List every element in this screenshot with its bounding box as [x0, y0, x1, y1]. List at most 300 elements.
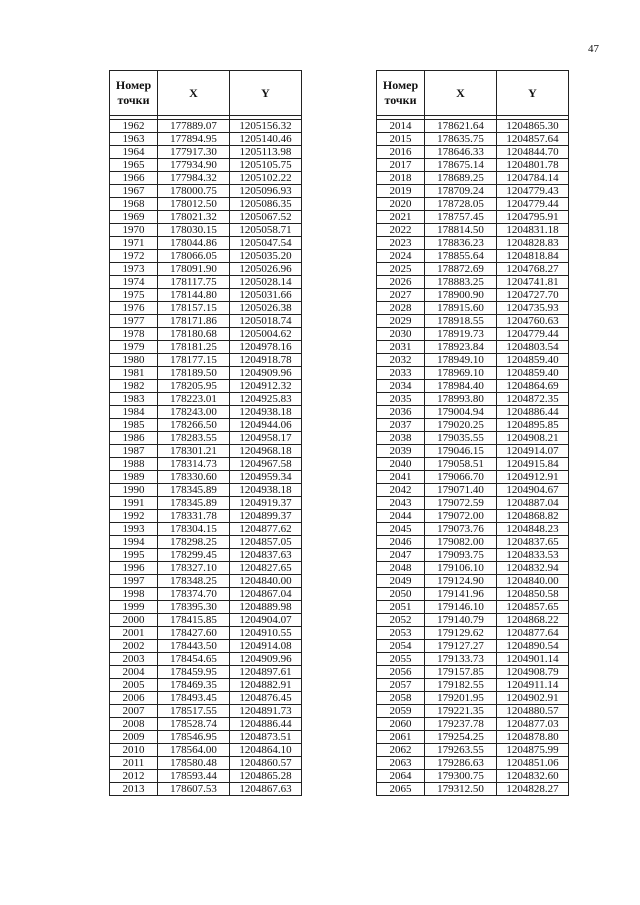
cell-y: 1205028.14: [230, 276, 302, 289]
cell-x: 179129.62: [425, 627, 497, 640]
cell-y: 1204901.14: [497, 653, 569, 666]
table-row: [377, 731, 569, 744]
table-row: [110, 601, 302, 614]
cell-x: 178117.75: [158, 276, 230, 289]
cell-x: 178728.05: [425, 198, 497, 211]
cell-y: 1204877.03: [497, 718, 569, 731]
cell-y: 1204857.05: [230, 536, 302, 549]
cell-x: 178304.15: [158, 523, 230, 536]
cell-point-number: 1971: [110, 237, 158, 250]
cell-x: 178348.25: [158, 575, 230, 588]
cell-point-number: 2014: [377, 120, 425, 133]
cell-x: 178918.55: [425, 315, 497, 328]
cell-y: 1205026.96: [230, 263, 302, 276]
table-row: [377, 315, 569, 328]
table-row: [110, 445, 302, 458]
table-row: [110, 367, 302, 380]
cell-y: 1204795.91: [497, 211, 569, 224]
cell-x: 179221.35: [425, 705, 497, 718]
table-row: [377, 575, 569, 588]
table-row: [377, 471, 569, 484]
cell-x: 179071.40: [425, 484, 497, 497]
cell-point-number: 2005: [110, 679, 158, 692]
table-row: [110, 120, 302, 133]
table-row: [110, 185, 302, 198]
cell-point-number: 2050: [377, 588, 425, 601]
cell-x: 178345.89: [158, 484, 230, 497]
cell-y: 1205102.22: [230, 172, 302, 185]
cell-point-number: 2006: [110, 692, 158, 705]
cell-x: 178266.50: [158, 419, 230, 432]
table-row: [377, 458, 569, 471]
cell-point-number: 2030: [377, 328, 425, 341]
cell-y: 1204909.96: [230, 653, 302, 666]
cell-y: 1204727.70: [497, 289, 569, 302]
table-row: [377, 562, 569, 575]
header-point-number: [377, 71, 425, 116]
table-row: [110, 315, 302, 328]
table-row: [377, 653, 569, 666]
cell-x: 179141.96: [425, 588, 497, 601]
cell-x: 179133.73: [425, 653, 497, 666]
cell-point-number: 1989: [110, 471, 158, 484]
cell-point-number: 2043: [377, 497, 425, 510]
cell-point-number: 2021: [377, 211, 425, 224]
cell-x: 178564.00: [158, 744, 230, 757]
cell-y: 1204889.98: [230, 601, 302, 614]
cell-x: 178993.80: [425, 393, 497, 406]
table-row: [110, 237, 302, 250]
cell-x: 178454.65: [158, 653, 230, 666]
cell-point-number: 1994: [110, 536, 158, 549]
table-row: [377, 744, 569, 757]
cell-y: 1204878.80: [497, 731, 569, 744]
cell-point-number: 2052: [377, 614, 425, 627]
cell-x: 178949.10: [425, 354, 497, 367]
cell-point-number: 2009: [110, 731, 158, 744]
cell-point-number: 2022: [377, 224, 425, 237]
table-row: [110, 705, 302, 718]
cell-y: 1204872.35: [497, 393, 569, 406]
cell-y: 1204832.94: [497, 562, 569, 575]
cell-x: 178415.85: [158, 614, 230, 627]
cell-y: 1204915.84: [497, 458, 569, 471]
table-row: [377, 484, 569, 497]
cell-x: 179072.59: [425, 497, 497, 510]
cell-x: 178427.60: [158, 627, 230, 640]
cell-point-number: 1999: [110, 601, 158, 614]
table-row: [110, 354, 302, 367]
cell-y: 1204867.04: [230, 588, 302, 601]
cell-y: 1204818.84: [497, 250, 569, 263]
cell-y: 1204865.28: [230, 770, 302, 783]
cell-x: 178301.21: [158, 445, 230, 458]
cell-y: 1204873.51: [230, 731, 302, 744]
cell-y: 1204877.64: [497, 627, 569, 640]
cell-x: 178900.90: [425, 289, 497, 302]
cell-point-number: 1985: [110, 419, 158, 432]
cell-point-number: 2008: [110, 718, 158, 731]
cell-x: 177889.07: [158, 120, 230, 133]
cell-point-number: 2048: [377, 562, 425, 575]
cell-point-number: 1969: [110, 211, 158, 224]
cell-x: 179058.51: [425, 458, 497, 471]
cell-y: 1204833.53: [497, 549, 569, 562]
cell-y: 1204859.40: [497, 354, 569, 367]
cell-x: 178177.15: [158, 354, 230, 367]
table-row: [110, 575, 302, 588]
cell-x: 178314.73: [158, 458, 230, 471]
table-row: [110, 679, 302, 692]
header-point-number: [110, 71, 158, 116]
cell-point-number: 2000: [110, 614, 158, 627]
cell-x: 178345.89: [158, 497, 230, 510]
cell-y: 1205047.54: [230, 237, 302, 250]
cell-point-number: 1967: [110, 185, 158, 198]
cell-x: 178580.48: [158, 757, 230, 770]
cell-x: 179157.85: [425, 666, 497, 679]
cell-point-number: 1991: [110, 497, 158, 510]
cell-x: 178517.55: [158, 705, 230, 718]
table-row: [110, 666, 302, 679]
cell-point-number: 2007: [110, 705, 158, 718]
cell-y: 1204912.32: [230, 380, 302, 393]
table-row: [110, 276, 302, 289]
cell-x: 178030.15: [158, 224, 230, 237]
table-row: [377, 757, 569, 770]
table-row: [110, 549, 302, 562]
table-row: [110, 341, 302, 354]
table-row: [377, 510, 569, 523]
cell-point-number: 1987: [110, 445, 158, 458]
cell-point-number: 2011: [110, 757, 158, 770]
table-row: [377, 640, 569, 653]
table-row: [377, 666, 569, 679]
cell-point-number: 2013: [110, 783, 158, 796]
table-row: [377, 614, 569, 627]
cell-y: 1204882.91: [230, 679, 302, 692]
cell-x: 178223.01: [158, 393, 230, 406]
table-row: [377, 367, 569, 380]
cell-y: 1205096.93: [230, 185, 302, 198]
cell-point-number: 2018: [377, 172, 425, 185]
table-row: [377, 120, 569, 133]
table-row: [110, 432, 302, 445]
table-row: [377, 133, 569, 146]
cell-y: 1205031.66: [230, 289, 302, 302]
table-row: [110, 627, 302, 640]
cell-point-number: 2053: [377, 627, 425, 640]
cell-x: 178814.50: [425, 224, 497, 237]
cell-x: 179020.25: [425, 419, 497, 432]
cell-point-number: 2033: [377, 367, 425, 380]
table-row: [110, 289, 302, 302]
table-row: [110, 640, 302, 653]
table-row: [110, 731, 302, 744]
cell-x: 178635.75: [425, 133, 497, 146]
cell-point-number: 2027: [377, 289, 425, 302]
cell-y: 1204877.62: [230, 523, 302, 536]
cell-point-number: 2055: [377, 653, 425, 666]
cell-point-number: 2036: [377, 406, 425, 419]
cell-y: 1205140.46: [230, 133, 302, 146]
table-row: [110, 471, 302, 484]
cell-x: 178299.45: [158, 549, 230, 562]
cell-y: 1205018.74: [230, 315, 302, 328]
cell-x: 178855.64: [425, 250, 497, 263]
cell-point-number: 2045: [377, 523, 425, 536]
cell-x: 179254.25: [425, 731, 497, 744]
cell-point-number: 2051: [377, 601, 425, 614]
cell-y: 1204887.04: [497, 497, 569, 510]
cell-point-number: 1988: [110, 458, 158, 471]
cell-point-number: 2041: [377, 471, 425, 484]
cell-y: 1204828.27: [497, 783, 569, 796]
cell-y: 1204868.82: [497, 510, 569, 523]
cell-y: 1204867.63: [230, 783, 302, 796]
cell-y: 1204735.93: [497, 302, 569, 315]
table-row: [377, 289, 569, 302]
cell-point-number: 1996: [110, 562, 158, 575]
cell-x: 178872.69: [425, 263, 497, 276]
cell-y: 1204779.43: [497, 185, 569, 198]
table-row: [377, 211, 569, 224]
cell-x: 178923.84: [425, 341, 497, 354]
cell-x: 178044.86: [158, 237, 230, 250]
cell-x: 179312.50: [425, 783, 497, 796]
cell-point-number: 1997: [110, 575, 158, 588]
cell-x: 178330.60: [158, 471, 230, 484]
cell-y: 1204938.18: [230, 406, 302, 419]
cell-x: 178066.05: [158, 250, 230, 263]
cell-point-number: 2016: [377, 146, 425, 159]
cell-point-number: 1964: [110, 146, 158, 159]
cell-point-number: 2004: [110, 666, 158, 679]
cell-point-number: 2003: [110, 653, 158, 666]
cell-y: 1204857.64: [497, 133, 569, 146]
cell-y: 1204857.65: [497, 601, 569, 614]
cell-y: 1204895.85: [497, 419, 569, 432]
cell-x: 179072.00: [425, 510, 497, 523]
table-row: [377, 159, 569, 172]
cell-point-number: 2054: [377, 640, 425, 653]
cell-y: 1204886.44: [497, 406, 569, 419]
cell-y: 1204938.18: [230, 484, 302, 497]
cell-y: 1204860.57: [230, 757, 302, 770]
cell-point-number: 2058: [377, 692, 425, 705]
cell-y: 1204850.58: [497, 588, 569, 601]
header-x: X: [158, 71, 230, 116]
cell-point-number: 1966: [110, 172, 158, 185]
table-row: [377, 237, 569, 250]
cell-x: 178757.45: [425, 211, 497, 224]
cell-y: 1204864.69: [497, 380, 569, 393]
cell-y: 1204911.14: [497, 679, 569, 692]
table-row: [110, 393, 302, 406]
cell-point-number: 2001: [110, 627, 158, 640]
cell-point-number: 2037: [377, 419, 425, 432]
cell-y: 1204876.45: [230, 692, 302, 705]
cell-point-number: 1983: [110, 393, 158, 406]
table-row: [110, 757, 302, 770]
cell-x: 179106.10: [425, 562, 497, 575]
cell-y: 1204967.58: [230, 458, 302, 471]
cell-point-number: 1974: [110, 276, 158, 289]
cell-y: 1204851.06: [497, 757, 569, 770]
cell-x: 178469.35: [158, 679, 230, 692]
cell-x: 179182.55: [425, 679, 497, 692]
table-row: [110, 380, 302, 393]
cell-x: 177894.95: [158, 133, 230, 146]
cell-x: 177984.32: [158, 172, 230, 185]
cell-y: 1204899.37: [230, 510, 302, 523]
table-row: [110, 146, 302, 159]
cell-point-number: 2064: [377, 770, 425, 783]
table-row: [377, 341, 569, 354]
cell-y: 1205086.35: [230, 198, 302, 211]
cell-point-number: 2031: [377, 341, 425, 354]
cell-y: 1204865.30: [497, 120, 569, 133]
header-point-number-line1: Номер: [382, 78, 419, 92]
cell-y: 1204978.16: [230, 341, 302, 354]
cell-point-number: 1990: [110, 484, 158, 497]
cell-x: 178836.23: [425, 237, 497, 250]
cell-x: 179073.76: [425, 523, 497, 536]
table-row: [110, 692, 302, 705]
cell-x: 178528.74: [158, 718, 230, 731]
cell-y: 1204958.17: [230, 432, 302, 445]
cell-point-number: 2061: [377, 731, 425, 744]
cell-point-number: 1970: [110, 224, 158, 237]
cell-point-number: 1980: [110, 354, 158, 367]
cell-point-number: 2038: [377, 432, 425, 445]
cell-x: 178621.64: [425, 120, 497, 133]
table-row: [110, 510, 302, 523]
table-row: [377, 146, 569, 159]
cell-point-number: 2023: [377, 237, 425, 250]
cell-x: 178091.90: [158, 263, 230, 276]
cell-y: 1204968.18: [230, 445, 302, 458]
cell-point-number: 2019: [377, 185, 425, 198]
cell-y: 1204897.61: [230, 666, 302, 679]
table-row: [110, 328, 302, 341]
table-row: [377, 393, 569, 406]
cell-x: 178171.86: [158, 315, 230, 328]
header-y: Y: [230, 71, 302, 116]
cell-x: 178493.45: [158, 692, 230, 705]
cell-point-number: 1975: [110, 289, 158, 302]
table-row: [377, 783, 569, 796]
cell-y: 1204827.65: [230, 562, 302, 575]
table-row: [110, 744, 302, 757]
cell-x: 179300.75: [425, 770, 497, 783]
table-row: [377, 263, 569, 276]
cell-x: 178675.14: [425, 159, 497, 172]
cell-y: 1204848.23: [497, 523, 569, 536]
table-row: [110, 172, 302, 185]
table-row: [377, 328, 569, 341]
cell-x: 178395.30: [158, 601, 230, 614]
cell-y: 1204859.40: [497, 367, 569, 380]
cell-x: 179066.70: [425, 471, 497, 484]
cell-x: 178205.95: [158, 380, 230, 393]
cell-y: 1205105.75: [230, 159, 302, 172]
cell-point-number: 1973: [110, 263, 158, 276]
table-row: [110, 770, 302, 783]
cell-y: 1204868.22: [497, 614, 569, 627]
cell-y: 1204886.44: [230, 718, 302, 731]
table-row: [110, 783, 302, 796]
cell-x: 178180.68: [158, 328, 230, 341]
cell-point-number: 2026: [377, 276, 425, 289]
cell-y: 1204828.83: [497, 237, 569, 250]
table-row: [377, 523, 569, 536]
table-row: [110, 406, 302, 419]
cell-x: 178327.10: [158, 562, 230, 575]
cell-y: 1204914.07: [497, 445, 569, 458]
cell-y: 1205058.71: [230, 224, 302, 237]
table-row: [110, 211, 302, 224]
cell-x: 177917.30: [158, 146, 230, 159]
table-row: [110, 458, 302, 471]
cell-x: 179127.27: [425, 640, 497, 653]
cell-point-number: 2049: [377, 575, 425, 588]
cell-x: 178915.60: [425, 302, 497, 315]
table-row: [377, 627, 569, 640]
cell-x: 178298.25: [158, 536, 230, 549]
table-row: [110, 133, 302, 146]
cell-point-number: 2029: [377, 315, 425, 328]
cell-x: 179046.15: [425, 445, 497, 458]
cell-x: 179237.78: [425, 718, 497, 731]
table-row: [377, 718, 569, 731]
cell-point-number: 2057: [377, 679, 425, 692]
cell-y: 1204908.21: [497, 432, 569, 445]
cell-y: 1204864.10: [230, 744, 302, 757]
table-row: [110, 562, 302, 575]
table-row: [377, 770, 569, 783]
table-row: [110, 159, 302, 172]
table-row: [377, 302, 569, 315]
cell-x: 179093.75: [425, 549, 497, 562]
cell-y: 1205156.32: [230, 120, 302, 133]
cell-point-number: 2002: [110, 640, 158, 653]
cell-point-number: 2015: [377, 133, 425, 146]
cell-x: 178157.15: [158, 302, 230, 315]
table-row: [377, 432, 569, 445]
cell-point-number: 1981: [110, 367, 158, 380]
coordinates-table-left: [109, 70, 302, 796]
cell-point-number: 1993: [110, 523, 158, 536]
cell-y: 1204902.91: [497, 692, 569, 705]
table-row: [377, 406, 569, 419]
table-row: [377, 250, 569, 263]
table-row: [110, 718, 302, 731]
cell-point-number: 2056: [377, 666, 425, 679]
cell-x: 178283.55: [158, 432, 230, 445]
cell-point-number: 1998: [110, 588, 158, 601]
cell-x: 178331.78: [158, 510, 230, 523]
cell-point-number: 2046: [377, 536, 425, 549]
table-row: [377, 380, 569, 393]
cell-y: 1204832.60: [497, 770, 569, 783]
table-row: [110, 484, 302, 497]
cell-x: 178443.50: [158, 640, 230, 653]
cell-point-number: 2062: [377, 744, 425, 757]
cell-point-number: 2010: [110, 744, 158, 757]
table-row: [110, 419, 302, 432]
cell-point-number: 2024: [377, 250, 425, 263]
